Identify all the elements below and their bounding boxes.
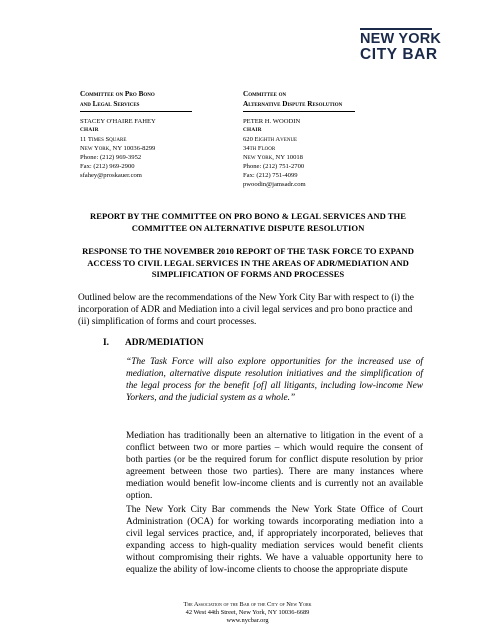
report-title: REPORT BY THE COMMITTEE ON PRO BONO & LEGAL SERVICES AND THE COMMITTEE ON ALTERNATIVE DISPUTE RESOLUTION [90, 211, 406, 233]
right-committee-block [243, 90, 363, 189]
left-address-line1: 11 Times Square [80, 136, 127, 143]
left-committee-name-line1: Committee on Pro Bono [80, 90, 155, 98]
left-fax: Fax: (212) 969-2900 [80, 163, 135, 170]
left-phone: Phone: (212) 969-3952 [80, 154, 142, 161]
footer-website: www.nycbar.org [226, 617, 269, 625]
left-committee-divider [80, 111, 192, 112]
right-address-line3: New York, NY 10018 [243, 154, 303, 161]
left-committee-block [80, 90, 200, 180]
logo-line1: NEW YORK [360, 28, 432, 47]
page-footer [0, 601, 495, 626]
right-committee-name-line2: Alternative Dispute Resolution [243, 99, 343, 108]
body-paragraph-1: Mediation has traditionally been an alternative to litigation in the event of a conflict between two or more parties – which would require the consent of both parties (or be the required forum for conflict dispute resolution by prior agreement between those two parties). There are many instances where mediation would benefit low-income clients and is currently not an available option. [126, 431, 423, 501]
right-committee-name-line1: Committee on [243, 90, 287, 98]
right-chair-name: PETER H. WOODIN [243, 118, 301, 125]
intro-paragraph: Outlined below are the recommendations of the New York City Bar with respect to (i) the incorporation of ADR and Mediation into a civil legal services and pro bono practice and (ii) simplification of forms and court processes. [78, 293, 414, 327]
left-chair-name: STACEY O'HAIRE FAHEY [80, 118, 156, 125]
left-committee-name-line2: and Legal Services [80, 99, 140, 108]
section-number: I. [103, 338, 109, 348]
left-chair-label: CHAIR [80, 127, 99, 133]
right-email: pwoodin@jamsadr.com [243, 181, 306, 188]
right-fax: Fax: (212) 751-4099 [243, 172, 298, 179]
task-force-quote: “The Task Force will also explore opportunities for the increased use of mediation, alternative dispute resolution initiatives and the simplification of the legal process for the benefit [of] all litigants, including low-income New Yorkers, and the judicial system as a whole.” [126, 357, 423, 403]
body-paragraph-2: The New York City Bar commends the New York State Office of Court Administration (OCA) for working towards incorporating mediation into a civil legal services practice, and, if appropriately incorporated, believes that expanding access to high-quality mediation services would benefit clients without compromising their rights. We have a valuable opportunity here to equalize the ability of low-income clients to choose the appropriate dispute [126, 505, 423, 575]
footer-address: 42 West 44th Street, New York, NY 10036-6689 [185, 609, 310, 617]
right-committee-divider [243, 111, 355, 112]
logo-line2: CITY BAR [360, 46, 438, 63]
section-title: ADR/MEDIATION [125, 338, 204, 348]
left-email: sfahey@proskauer.com [80, 172, 142, 179]
right-chair-label: CHAIR [243, 127, 262, 133]
section-heading [103, 338, 203, 348]
right-address-line2: 34th Floor [243, 145, 276, 152]
nyc-bar-logo [360, 28, 442, 64]
right-address-line1: 620 Eighth Avenue [243, 136, 298, 143]
left-address-line2: New York, NY 10036-8299 [80, 145, 156, 152]
response-title: RESPONSE TO THE NOVEMBER 2010 REPORT OF THE TASK FORCE TO EXPAND ACCESS TO CIVIL LEGAL SERVICES IN THE AREAS OF ADR/MEDIATION AND SIMPLIFICATION OF FORMS AND PROCESSES [82, 246, 414, 279]
footer-association: The Association of the Bar of the City of New York [183, 601, 312, 608]
right-phone: Phone: (212) 751-2700 [243, 163, 305, 170]
